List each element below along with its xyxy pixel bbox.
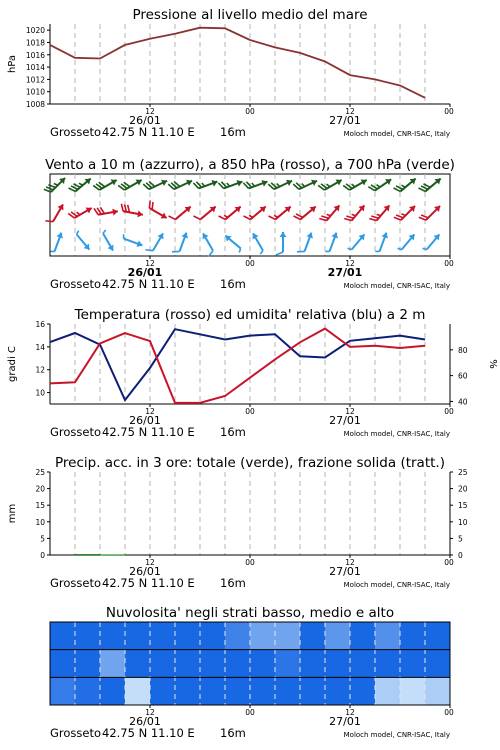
cloud-cell-medio [250, 650, 276, 678]
barb-half-feather [54, 182, 58, 186]
location-name: Grosseto [50, 726, 102, 740]
y-tick-label: 0 [40, 551, 45, 560]
location-coords: 42.75 N 11.10 E [102, 726, 195, 740]
y-tick-label: 20 [35, 484, 45, 494]
cloud-cell-alto [175, 622, 201, 650]
wind-barb-850hPa [169, 201, 193, 224]
wind-barb-700hPa [343, 174, 368, 195]
model-credit: Moloch model, CNR-ISAC, Italy [343, 731, 450, 739]
wind-barb-700hPa [368, 174, 393, 196]
barb-head [186, 178, 193, 186]
y-tick-label: 1012 [25, 75, 45, 85]
y-tick-label: 12 [35, 365, 45, 375]
wind-barb-10m [197, 232, 218, 257]
wind-barb-10m [297, 230, 315, 255]
barb-feather [172, 249, 180, 254]
date-label: 27/01 [327, 266, 363, 279]
time-tick-label: 00 [444, 407, 454, 416]
cloud-cell-basso [100, 677, 126, 705]
location-elevation: 16m [220, 726, 246, 740]
cloud-cell-medio [400, 650, 426, 678]
cloud-cell-basso [400, 677, 426, 705]
barb-feather [297, 249, 305, 254]
barb-head [336, 177, 344, 186]
model-credit: Moloch model, CNR-ISAC, Italy [343, 282, 450, 290]
barb-head [86, 205, 94, 214]
cloud-cell-alto [275, 622, 301, 650]
cloud-cell-alto [225, 622, 251, 650]
location-name: Grosseto [50, 576, 102, 590]
cloud-cell-medio [375, 650, 401, 678]
cloud-cell-medio [425, 650, 451, 678]
location-coords: 42.75 N 11.10 E [102, 125, 195, 139]
cloud-cell-alto [50, 622, 76, 650]
cloud-cell-basso [200, 677, 226, 705]
y-axis-label: gradi C [7, 346, 18, 382]
wind-barb-850hPa [145, 200, 170, 221]
time-tick-label: 12 [145, 259, 155, 268]
wind-barb-850hPa [68, 202, 93, 223]
barb-head [311, 178, 318, 186]
time-tick-label: 00 [245, 558, 255, 567]
cloud-cell-alto [350, 622, 376, 650]
wind-barb-10m [276, 232, 287, 255]
barb-head [286, 178, 293, 186]
location-elevation: 16m [220, 425, 246, 439]
barb-head [361, 177, 369, 186]
y-tick-label: 14 [35, 342, 45, 352]
time-tick-label: 00 [444, 259, 454, 268]
y-tick-label: 25 [35, 468, 45, 477]
wind-barb-700hPa [69, 173, 93, 196]
wind-barb-850hPa [244, 201, 268, 224]
time-tick-label: 12 [145, 107, 155, 116]
cloud-cell-basso [150, 677, 176, 705]
panel-title: Pressione al livello medio del mare [132, 7, 368, 23]
barb-feather [194, 214, 201, 221]
cloud-cell-basso [175, 677, 201, 705]
barb-head [200, 232, 209, 240]
date-label: 26/01 [127, 266, 163, 279]
barb-half-feather [352, 213, 356, 217]
wind-barb-700hPa [93, 174, 118, 195]
wind-barb-850hPa [319, 201, 342, 225]
wind-barb-850hPa [45, 201, 66, 226]
time-tick-label: 12 [345, 708, 355, 717]
wind-barb-850hPa [120, 204, 144, 218]
panel-wind [44, 157, 455, 291]
y-tick-label: 15 [35, 501, 45, 511]
panel-precip [7, 455, 468, 590]
wind-barb-850hPa [94, 204, 118, 218]
wind-barb-700hPa [394, 173, 418, 196]
barb-head [136, 177, 144, 186]
wind-barb-850hPa [369, 201, 392, 225]
cloud-cell-alto [150, 622, 176, 650]
location-name: Grosseto [50, 277, 102, 291]
cloud-cell-medio [150, 650, 176, 678]
barb-half-feather [377, 213, 381, 217]
panel-cloud [50, 605, 454, 740]
cloud-cell-alto [250, 622, 276, 650]
wind-barb-700hPa [44, 173, 68, 197]
panel-title: Vento a 10 m (azzurro), a 850 hPa (rosso), a 700 hPa (verde) [45, 157, 455, 173]
location-elevation: 16m [220, 125, 246, 139]
cloud-cell-alto [125, 622, 151, 650]
cloud-cell-medio [175, 650, 201, 678]
time-tick-label: 00 [245, 259, 255, 268]
cloud-cell-medio [350, 650, 376, 678]
y-axis-label-right: % [487, 359, 498, 369]
cloud-cell-basso [325, 677, 351, 705]
barb-feather [145, 247, 153, 253]
cloud-cell-medio [100, 650, 126, 678]
y-tick-label: 80 [458, 345, 468, 355]
wind-barb-10m [223, 233, 244, 253]
date-label: 27/01 [329, 715, 361, 728]
cloud-cell-medio [200, 650, 226, 678]
y-axis-label: hPa [7, 54, 18, 74]
barb-head [107, 245, 116, 253]
cloud-cell-medio [225, 650, 251, 678]
cloud-cell-medio [75, 650, 101, 678]
y-tick-label: 25 [458, 468, 468, 477]
model-credit: Moloch model, CNR-ISAC, Italy [343, 581, 450, 589]
y-tick-label: 10 [35, 517, 45, 527]
wind-barb-700hPa [293, 174, 318, 193]
wind-barb-700hPa [243, 175, 268, 193]
time-tick-label: 00 [444, 708, 454, 717]
time-tick-label: 12 [345, 407, 355, 416]
y-axis-label: mm [7, 503, 18, 524]
y-tick-label: 15 [458, 501, 468, 511]
precip-bar [75, 554, 100, 555]
y-tick-label: 1014 [25, 63, 45, 73]
wind-barb-10m [325, 231, 339, 254]
wind-barb-10m [250, 232, 267, 254]
cloud-cell-alto [325, 622, 351, 650]
barb-half-feather [327, 213, 331, 217]
y-tick-label: 60 [458, 371, 468, 381]
location-elevation: 16m [220, 277, 246, 291]
barb-half-feather [102, 230, 106, 233]
panel-temp [7, 307, 498, 439]
wind-barb-850hPa [194, 201, 218, 224]
cloud-cell-basso [125, 677, 151, 705]
panel-title: Nuvolosita' negli strati basso, medio e alto [105, 605, 395, 621]
cloud-cell-medio [50, 650, 76, 678]
time-tick-label: 00 [444, 107, 454, 116]
barb-half-feather [402, 213, 406, 217]
location-name: Grosseto [50, 125, 102, 139]
wind-barb-10m [50, 231, 64, 254]
cloud-cell-basso [275, 677, 301, 705]
barb-half-feather [238, 248, 242, 252]
wind-barb-850hPa [344, 201, 367, 225]
cloud-cell-medio [325, 650, 351, 678]
y-tick-label: 16 [35, 320, 45, 329]
y-tick-label: 1010 [25, 87, 45, 97]
model-credit: Moloch model, CNR-ISAC, Italy [343, 130, 450, 138]
barb-head [250, 232, 259, 240]
time-tick-label: 12 [345, 107, 355, 116]
y-tick-label: 10 [35, 388, 45, 398]
time-tick-label: 00 [444, 558, 454, 567]
barb-head [161, 178, 168, 186]
y-tick-label: 1016 [25, 50, 45, 60]
wind-barb-850hPa [269, 201, 293, 224]
y-tick-label: 20 [458, 484, 468, 494]
y-tick-label: 40 [458, 397, 468, 407]
location-coords: 42.75 N 11.10 E [102, 425, 195, 439]
y-tick-label: 5 [40, 534, 45, 544]
barb-feather [169, 214, 176, 221]
wind-barb-700hPa [318, 174, 343, 195]
cloud-cell-alto [75, 622, 101, 650]
location-elevation: 16m [220, 576, 246, 590]
y-tick-label: 1018 [25, 38, 45, 48]
cloud-cell-alto [425, 622, 451, 650]
wind-barb-700hPa [419, 173, 443, 196]
cloud-cell-basso [375, 677, 401, 705]
barb-feather [120, 204, 124, 211]
barb-feather [45, 218, 53, 224]
cloud-cell-alto [375, 622, 401, 650]
wind-barb-10m [145, 230, 166, 255]
wind-barb-10m [423, 232, 443, 253]
date-label: 26/01 [129, 114, 161, 127]
date-label: 27/01 [329, 114, 361, 127]
time-tick-label: 12 [345, 259, 355, 268]
pressure-line [50, 28, 425, 98]
wind-barb-700hPa [218, 175, 243, 193]
wind-barb-700hPa [118, 174, 143, 195]
precip-bar [100, 555, 125, 556]
panel-title: Precip. acc. in 3 ore: totale (verde), frazione solida (tratt.) [55, 455, 445, 471]
wind-barb-10m [375, 231, 389, 254]
barb-half-feather [260, 251, 264, 254]
time-tick-label: 12 [145, 708, 155, 717]
cloud-cell-basso [300, 677, 326, 705]
wind-barb-850hPa [394, 201, 418, 225]
time-tick-label: 12 [145, 407, 155, 416]
time-tick-label: 00 [245, 107, 255, 116]
time-tick-label: 12 [145, 558, 155, 567]
barb-half-feather [76, 231, 80, 235]
cloud-cell-basso [250, 677, 276, 705]
y-tick-label: 1008 [25, 100, 45, 109]
cloud-cell-medio [300, 650, 326, 678]
wind-barb-10m [172, 230, 190, 255]
model-credit: Moloch model, CNR-ISAC, Italy [343, 430, 450, 438]
wind-barb-850hPa [294, 201, 318, 224]
cloud-cell-basso [425, 677, 451, 705]
cloud-cell-basso [350, 677, 376, 705]
date-label: 27/01 [329, 565, 361, 578]
wind-barb-700hPa [143, 174, 168, 193]
cloud-cell-medio [125, 650, 151, 678]
location-coords: 42.75 N 11.10 E [102, 277, 195, 291]
wind-barb-700hPa [193, 175, 218, 193]
barb-head [57, 203, 66, 211]
time-tick-label: 12 [345, 558, 355, 567]
barb-head [280, 232, 287, 237]
wind-barb-850hPa [219, 201, 243, 224]
wind-barb-10m [398, 232, 418, 253]
wind-barb-700hPa [268, 174, 293, 193]
date-label: 27/01 [329, 414, 361, 427]
cloud-cell-basso [50, 677, 76, 705]
location-name: Grosseto [50, 425, 102, 439]
barb-feather [276, 252, 283, 255]
y-tick-label: 0 [458, 551, 463, 560]
wind-barb-10m [348, 232, 368, 253]
cloud-cell-medio [275, 650, 301, 678]
panel-title: Temperatura (rosso) ed umidita' relativa (blu) a 2 m [74, 307, 426, 323]
time-tick-label: 00 [245, 407, 255, 416]
wind-barb-10m [99, 230, 116, 252]
y-tick-label: 10 [458, 517, 468, 527]
date-label: 26/01 [129, 715, 161, 728]
barb-head [111, 177, 119, 186]
panel-pressure [7, 7, 454, 139]
location-coords: 42.75 N 11.10 E [102, 576, 195, 590]
barb-head [157, 232, 166, 240]
wind-barb-850hPa [419, 201, 443, 225]
y-tick-label: 1020 [25, 26, 45, 36]
wind-barb-700hPa [168, 174, 193, 193]
time-tick-label: 00 [245, 708, 255, 717]
cloud-cell-basso [75, 677, 101, 705]
date-label: 26/01 [129, 565, 161, 578]
barb-head [161, 212, 169, 221]
cloud-cell-alto [300, 622, 326, 650]
cloud-cell-alto [400, 622, 426, 650]
date-label: 26/01 [129, 414, 161, 427]
wind-barb-10m [73, 231, 93, 252]
cloud-cell-alto [100, 622, 126, 650]
y-tick-label: 5 [458, 534, 463, 544]
cloud-cell-basso [225, 677, 251, 705]
wind-barb-10m [121, 234, 144, 248]
cloud-cell-alto [200, 622, 226, 650]
